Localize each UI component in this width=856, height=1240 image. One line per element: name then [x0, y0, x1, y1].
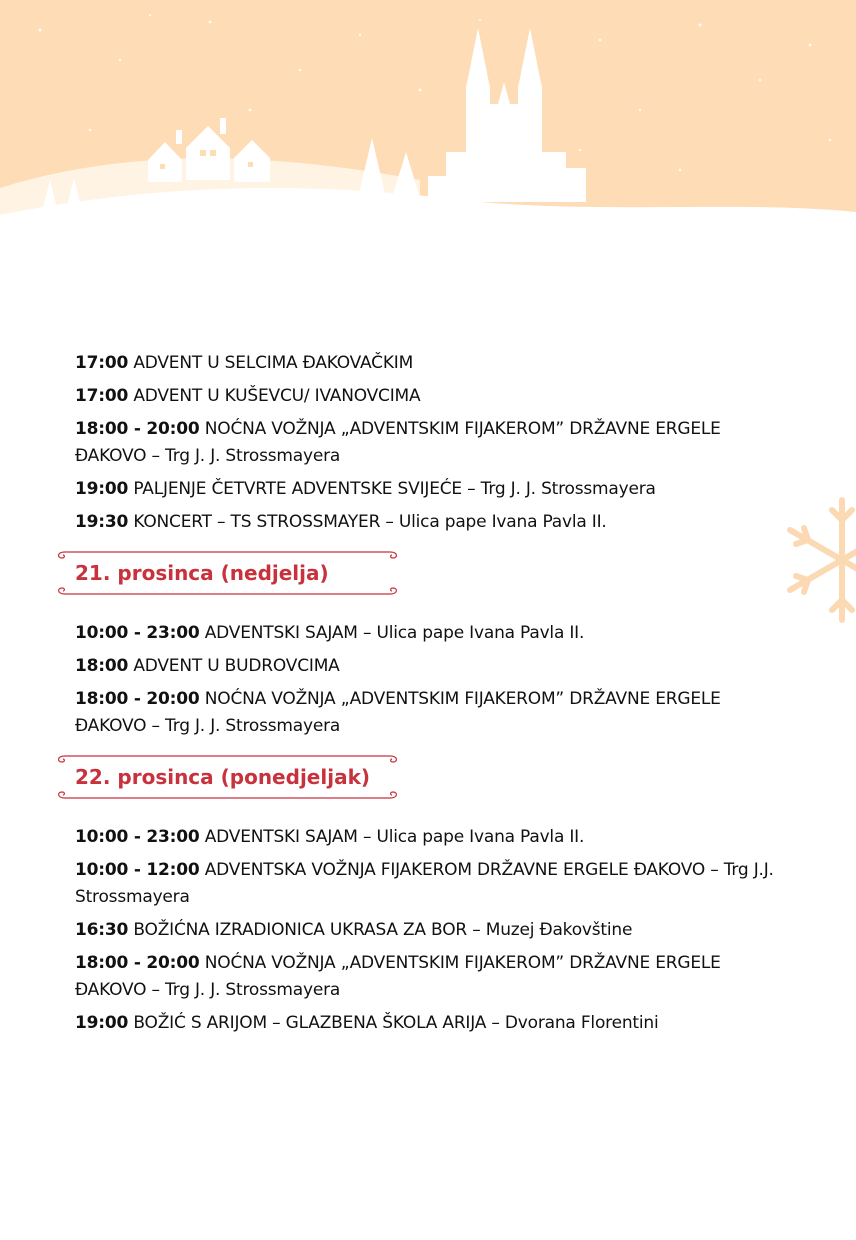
event-item — [75, 917, 775, 944]
event-time: 18:00 — [75, 656, 129, 676]
event-item — [75, 416, 775, 470]
event-item — [75, 857, 775, 911]
event-time: 10:00 - 12:00 — [75, 860, 200, 880]
event-item — [75, 350, 775, 377]
event-text: ADVENTSKI SAJAM – Ulica pape Ivana Pavla II. — [204, 623, 585, 643]
event-text: NOĆNA VOŽNJA „ADVENTSKIM FIJAKEROM” DRŽAVNE ERGELE ĐAKOVO – Trg J. J. Strossmayera — [75, 419, 721, 466]
ornament-divider-icon — [55, 586, 400, 598]
event-time: 10:00 - 23:00 — [75, 827, 200, 847]
event-text: BOŽIĆ S ARIJOM – GLAZBENA ŠKOLA ARIJA – Dvorana Florentini — [133, 1013, 659, 1033]
event-item — [75, 476, 775, 503]
day-section-3 — [75, 752, 775, 1037]
event-text: ADVENTSKI SAJAM – Ulica pape Ivana Pavla II. — [204, 827, 585, 847]
event-text: PALJENJE ČETVRTE ADVENTSKE SVIJEĆE – Trg J. J. Strossmayera — [133, 479, 656, 499]
event-time: 16:30 — [75, 920, 129, 940]
day-section-2 — [75, 548, 775, 740]
day-section-1 — [75, 350, 775, 536]
event-time: 19:30 — [75, 512, 129, 532]
event-item — [75, 383, 775, 410]
header-skyline-illustration — [0, 0, 856, 240]
event-item — [75, 824, 775, 851]
ornament-divider-icon — [55, 790, 400, 802]
day-header — [55, 752, 400, 802]
event-item — [75, 653, 775, 680]
day-title: 22. prosinca (ponedjeljak) — [75, 765, 371, 789]
event-item — [75, 950, 775, 1004]
event-item — [75, 509, 775, 536]
event-time: 19:00 — [75, 479, 129, 499]
event-text: NOĆNA VOŽNJA „ADVENTSKIM FIJAKEROM” DRŽAVNE ERGELE ĐAKOVO – Trg J. J. Strossmayera — [75, 689, 721, 736]
event-time: 18:00 - 20:00 — [75, 419, 200, 439]
day-header — [55, 548, 400, 598]
event-time: 18:00 - 20:00 — [75, 689, 200, 709]
event-text: KONCERT – TS STROSSMAYER – Ulica pape Ivana Pavla II. — [133, 512, 607, 532]
event-text: ADVENTSKA VOŽNJA FIJAKEROM DRŽAVNE ERGELE ĐAKOVO – Trg J.J. Strossmayera — [75, 860, 774, 907]
event-time: 19:00 — [75, 1013, 129, 1033]
event-text: ADVENT U KUŠEVCU/ IVANOVCIMA — [133, 386, 421, 406]
snowflake-icon — [778, 496, 856, 624]
event-text: ADVENT U SELCIMA ĐAKOVAČKIM — [133, 353, 414, 373]
program-content — [75, 350, 775, 1049]
event-time: 17:00 — [75, 353, 129, 373]
event-item — [75, 620, 775, 647]
event-text: NOĆNA VOŽNJA „ADVENTSKIM FIJAKEROM” DRŽAVNE ERGELE ĐAKOVO – Trg J. J. Strossmayera — [75, 953, 721, 1000]
event-text: ADVENT U BUDROVCIMA — [133, 656, 340, 676]
event-item — [75, 686, 775, 740]
event-time: 10:00 - 23:00 — [75, 623, 200, 643]
day-title: 21. prosinca (nedjelja) — [75, 561, 329, 585]
event-text: BOŽIĆNA IZRADIONICA UKRASA ZA BOR – Muzej Đakovštine — [133, 920, 633, 940]
event-item — [75, 1010, 775, 1037]
event-time: 17:00 — [75, 386, 129, 406]
event-time: 18:00 - 20:00 — [75, 953, 200, 973]
